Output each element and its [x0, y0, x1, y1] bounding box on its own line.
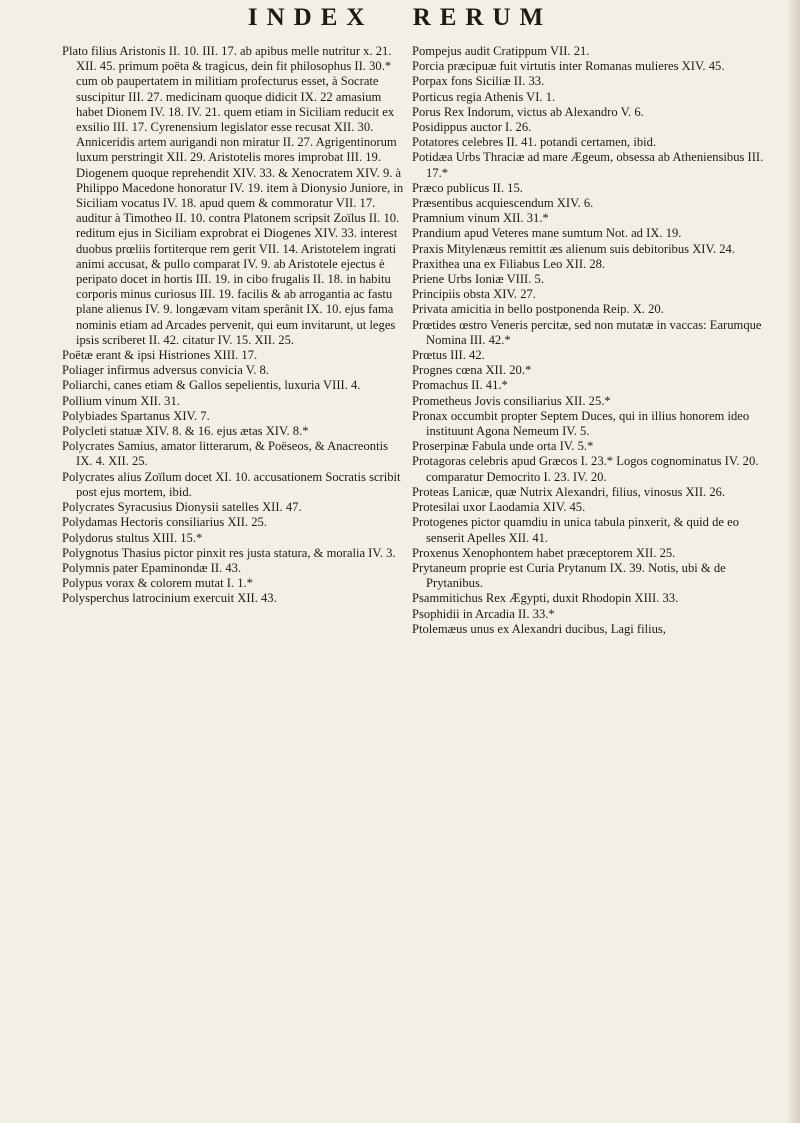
- index-entry: Porticus regia Athenis VI. 1.: [412, 89, 556, 104]
- left-column: [62, 44, 404, 607]
- index-entry: Pompejus audit Cratippum VII. 21.: [412, 44, 590, 58]
- index-entry: Ptolemæus unus ex Alexandri ducibus, Lagi filius,: [412, 621, 666, 636]
- index-entry: Præsentibus acquiescendum XIV. 6.: [412, 196, 594, 211]
- index-entry: Protogenes pictor quamdiu in unica tabula pinxerit, & quid de eo senserit Apelles XII. 41.: [412, 515, 740, 545]
- index-entry: Potidæa Urbs Thraciæ ad mare Ægeum, obsessa ab Atheniensibus III. 17.*: [412, 150, 764, 180]
- index-entry: Psophidii in Arcadia II. 33.*: [412, 606, 555, 621]
- page-header: [0, 4, 800, 32]
- page-edge-shadow: [786, 0, 800, 1123]
- index-entry: Polycrates alius Zoïlum docet XI. 10. accusationem Socratis scribit post ejus mortem, ibid.: [62, 469, 401, 499]
- index-entry: Poliager infirmus adversus convicia V. 8.: [62, 363, 269, 378]
- index-entry: Potatores celebres II. 41. potandi certamen, ibid.: [412, 135, 657, 150]
- index-entry: Principiis obsta XIV. 27.: [412, 287, 536, 302]
- index-entry: Porcia præcipuæ fuit virtutis inter Romanas mulieres XIV. 45.: [412, 59, 725, 74]
- index-entry: Prytaneum proprie est Curia Prytanum IX. 39. Notis, ubi & de Prytanibus.: [412, 560, 726, 591]
- index-entry: Polycleti statuæ XIV. 8. & 16. ejus ætas XIV. 8.*: [62, 424, 309, 439]
- index-entry: Protesilai uxor Laodamia XIV. 45.: [412, 500, 586, 515]
- index-entry: Prometheus Jovis consiliarius XII. 25.*: [412, 393, 611, 408]
- index-entry: Prœtus III. 42.: [412, 348, 485, 363]
- index-entry: Pronax occumbit propter Septem Duces, qui in illius honorem ideo instituunt Agona Nemeum IV. 5.: [412, 408, 750, 439]
- index-entry: Pramnium vinum XII. 31.*: [412, 211, 549, 226]
- index-entry: Plato filius Aristonis II. 10. III. 17. ab apibus melle nutritur x. 21. XII. 45. primum poëta & tragicus, dein fit philosophus II. 30.* cum ob paupertatem in militiam profecturus esset, à Socrate suscipitur III. 27. medicinam quoque didicit IX. 22 amasium habet Dionem IV. 18. IV. 21. quem etiam in Siciliam reducit ex exsilio III. 17. Cyrenensium legislator esse recusat XII. 30. Anniceridis artem aurigandi non miratur II. 27. Agrigentinorum luxum perstringit XII. 29. Aristotelis mores improbat III. 19. Diogenem quoque reprehendit XIV. 33. & Xenocratem XIV. 9. à Philippo Macedone honoratur IV. 19. item à Dionysio Juniore, in Siciliam vocatus IV. 18. apud quem & commoratur VII. 17. auditur à Timotheo II. 10. contra Platonem scripsit Zoïlus II. 10. reditum ejus in Siciliam exprobrat ei Diogenes XIV. 33. interest duobus prœliis fortiterque rem gerit VII. 14. Aristotelem ingrati animi accusat, & pullo comparat IV. 9. ab Aristotele ejectus è peripato docet in hortis III. 19. in cibo frugalis II. 18. in habitu corporis minus curiosus III. 19. facilis & ab arrogantia ac fastu plane alienus IV. 9. longævam vitam sperânit IX. 10. ejus fama nominis etiam ad Arcades pervenit, qui eum invitarunt, ut leges ipsis scriberet II. 42. citatur IV. 15. XII. 25.: [62, 44, 404, 347]
- index-entry: Polydorus stultus XIII. 15.*: [62, 530, 203, 545]
- index-entry: Poëtæ erant & ipsi Histriones XIII. 17.: [62, 348, 258, 363]
- index-entry: Porus Rex Indorum, victus ab Alexandro V. 6.: [412, 104, 644, 119]
- index-entry: Promachus II. 41.*: [412, 378, 508, 393]
- index-entry: Polycrates Samius, amator litterarum, & Poëseos, & Anacreontis IX. 4. XII. 25.: [62, 439, 388, 469]
- index-entry: Præco publicus II. 15.: [412, 180, 523, 195]
- index-entry: Proteas Lanicæ, quæ Nutrix Alexandri, filius, vinosus XII. 26.: [412, 484, 726, 499]
- index-entry: Prœtides œstro Veneris percitæ, sed non mutatæ in vaccas: Earumque Nomina III. 42.*: [412, 317, 762, 347]
- index-entry: Protagoras celebris apud Græcos I. 23.* Logos cognominatus IV. 20. comparatur Democrito I. 23. IV. 20.: [412, 454, 759, 484]
- index-entry: Polycrates Syracusius Dionysii satelles XII. 47.: [62, 500, 302, 515]
- index-entry: Privata amicitia in bello postponenda Reip. X. 20.: [412, 302, 664, 317]
- header-word-index: INDEX: [247, 4, 374, 31]
- index-entry: Poliarchi, canes etiam & Gallos sepelientis, luxuria VIII. 4.: [62, 378, 361, 393]
- index-entry: Proxenus Xenophontem habet præceptorem XII. 25.: [412, 545, 676, 560]
- index-entry: Posidippus auctor I. 26.: [412, 120, 532, 135]
- index-entry: Polypus vorax & colorem mutat I. 1.*: [62, 576, 253, 591]
- index-entry: Praxithea una ex Filiabus Leo XII. 28.: [412, 256, 606, 271]
- index-entry: Polygnotus Thasius pictor pinxit res justa statura, & moralia IV. 3.: [62, 545, 396, 560]
- right-column: [412, 44, 778, 637]
- index-entry: Polybiades Spartanus XIV. 7.: [62, 408, 210, 423]
- index-entry: Polysperchus latrocinium exercuit XII. 43.: [62, 591, 277, 606]
- index-entry: Polydamas Hectoris consiliarius XII. 25.: [62, 515, 267, 530]
- index-entry: Praxis Mitylenæus remittit æs alienum suis debitoribus XIV. 24.: [412, 241, 736, 256]
- index-entry: Prognes cœna XII. 20.*: [412, 363, 532, 378]
- index-entry: Porpax fons Siciliæ II. 33.: [412, 74, 545, 89]
- header-word-rerum: RERUM: [412, 4, 553, 31]
- index-entry: Polymnis pater Epaminondæ II. 43.: [62, 560, 242, 575]
- index-entry: Priene Urbs Ioniæ VIII. 5.: [412, 272, 544, 287]
- index-entry: Pollium vinum XII. 31.: [62, 393, 180, 408]
- index-entry: Psammitichus Rex Ægypti, duxit Rhodopin XIII. 33.: [412, 591, 679, 606]
- index-entry: Prandium apud Veteres mane sumtum Not. ad IX. 19.: [412, 226, 682, 241]
- index-entry: Proserpinæ Fabula unde orta IV. 5.*: [412, 439, 594, 454]
